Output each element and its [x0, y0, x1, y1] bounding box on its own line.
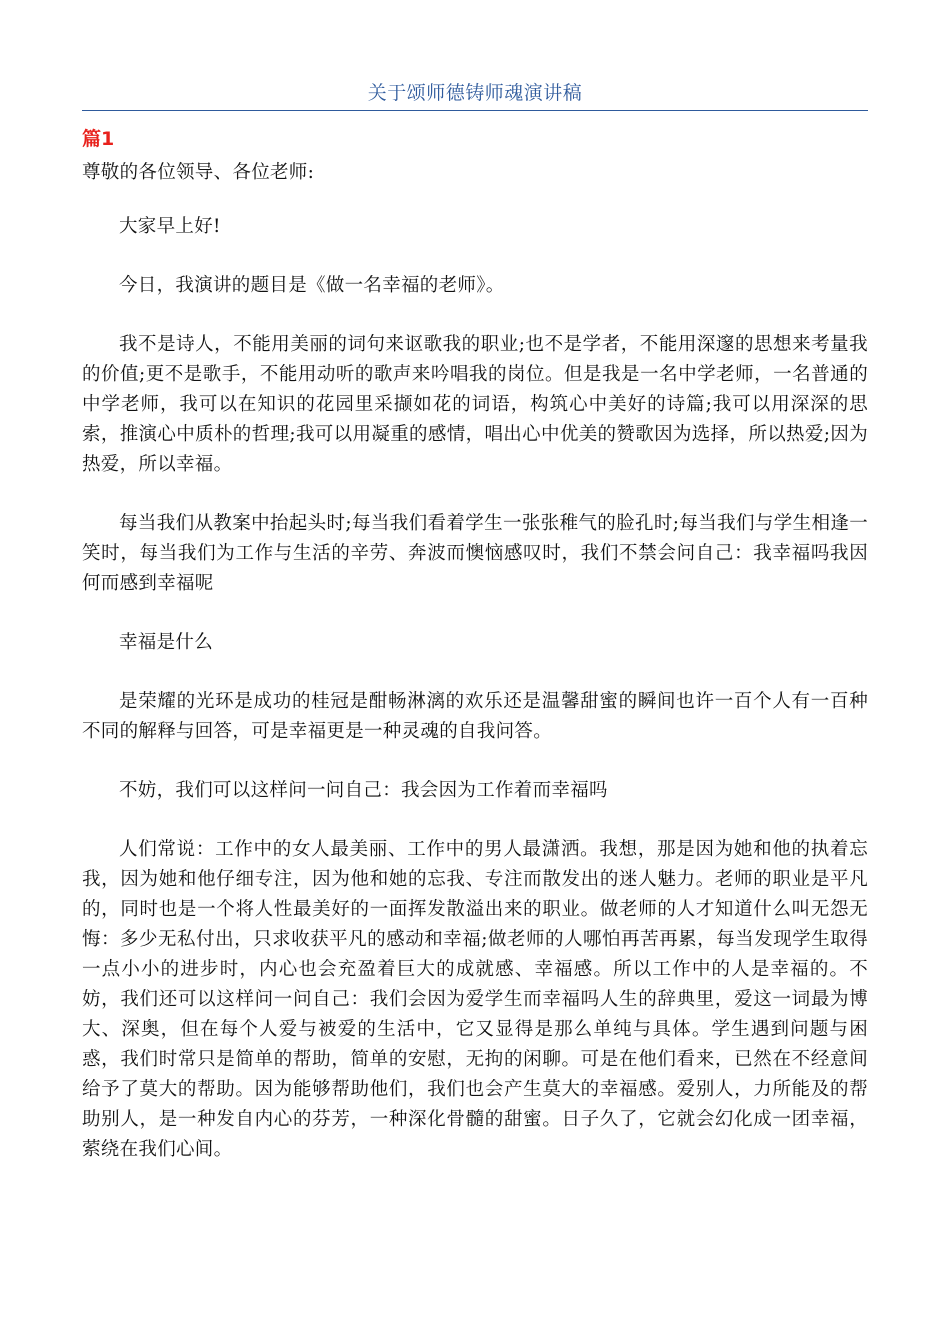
- paragraph-answers: 是荣耀的光环是成功的桂冠是酣畅淋漓的欢乐还是温馨甜蜜的瞬间也许一百个人有一百种不同的解释与回答，可是幸福更是一种灵魂的自我问答。: [82, 691, 868, 742]
- salutation: 尊敬的各位领导、各位老师:: [82, 162, 315, 183]
- paragraph-topic: 今日，我演讲的题目是《做一名幸福的老师》。: [119, 275, 505, 296]
- paragraph-question: 每当我们从教案中抬起头时;每当我们看着学生一张张稚气的脸孔时;每当我们与学生相逢一笑时，每当我们为工作与生活的辛劳、奔波而懊恼感叹时，我们不禁会问自己：我幸福吗我因何而感到幸福呢: [82, 513, 868, 594]
- paragraph-ask-self: 不妨，我们可以这样问一问自己：我会因为工作着而幸福吗: [119, 780, 608, 801]
- section-heading: 篇1: [82, 128, 115, 150]
- document-body: [82, 158, 868, 1194]
- paragraph-greeting: 大家早上好!: [119, 216, 221, 237]
- paragraph-intro: 我不是诗人，不能用美丽的词句来讴歌我的职业;也不是学者，不能用深邃的思想来考量我的价值;更不是歌手，不能用动听的歌声来吟唱我的岗位。但是我是一名中学老师，一名普通的中学老师，我可以在知识的花园里采撷如花的词语，构筑心中美好的诗篇;我可以用深深的思索，推演心中质朴的哲理;我可以用凝重的感情，唱出心中优美的赞歌因为选择，所以热爱;因为热爱，所以幸福。: [82, 334, 868, 475]
- paragraph-work-happiness: 人们常说：工作中的女人最美丽、工作中的男人最潇洒。我想，那是因为她和他的执着忘我，因为她和他仔细专注，因为他和她的忘我、专注而散发出的迷人魅力。老师的职业是平凡的，同时也是一个将人性最美好的一面挥发散溢出来的职业。做老师的人才知道什么叫无怨无悔：多少无私付出，只求收获平凡的感动和幸福;做老师的人哪怕再苦再累，每当发现学生取得一点小小的进步时，内心也会充盈着巨大的成就感、幸福感。所以工作中的人是幸福的。不妨，我们还可以这样问一问自己：我们会因为爱学生而幸福吗人生的辞典里，爱这一词最为博大、深奥，但在每个人爱与被爱的生活中，它又显得是那么单纯与具体。学生遇到问题与困惑，我们时常只是简单的帮助，简单的安慰，无拘的闲聊。可是在他们看来，已然在不经意间给予了莫大的帮助。因为能够帮助他们，我们也会产生莫大的幸福感。爱别人，力所能及的帮助别人，是一种发自内心的芬芳，一种深化骨髓的甜蜜。日子久了，它就会幻化成一团幸福，萦绕在我们心间。: [82, 839, 868, 1160]
- page-header: [82, 80, 868, 111]
- document-title: 关于颂师德铸师魂演讲稿: [367, 82, 583, 104]
- paragraph-what-is-happiness: 幸福是什么: [119, 632, 214, 653]
